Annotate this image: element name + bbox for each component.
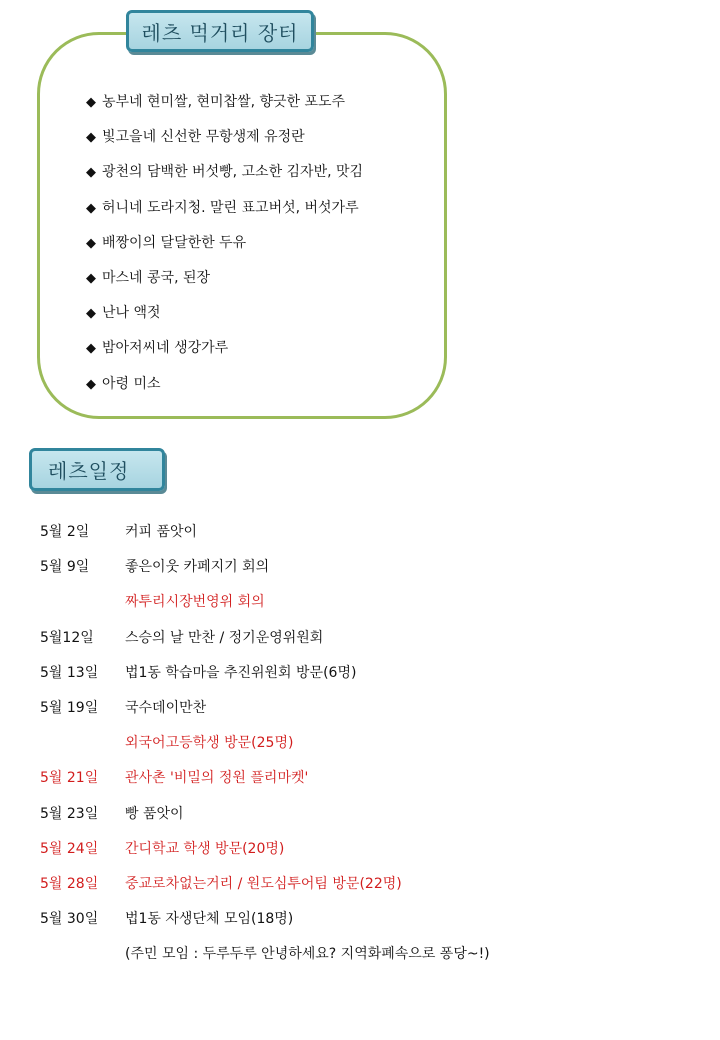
schedule-date: 5월 28일 <box>40 875 99 892</box>
vendor-text: 아령 미소 <box>102 375 161 392</box>
schedule-row <box>40 873 700 908</box>
schedule-event: 외국어고등학생 방문(25명) <box>125 735 294 752</box>
schedule-row <box>40 732 700 767</box>
schedule-row <box>40 556 700 591</box>
schedule-row <box>40 521 700 556</box>
vendor-text: 밤아저씨네 생강가루 <box>102 340 229 357</box>
schedule-title: 레츠일정 <box>29 448 165 491</box>
schedule-row <box>40 803 700 838</box>
schedule-row <box>40 838 700 873</box>
vendor-text: 허니네 도라지청. 말린 표고버섯, 버섯가루 <box>102 199 359 216</box>
market-title: 레츠 먹거리 장터 <box>126 10 314 52</box>
diamond-bullet-icon: ◆ <box>86 341 96 357</box>
schedule-event: 간디학교 학생 방문(20명) <box>125 840 285 857</box>
vendor-text: 난나 액젓 <box>102 305 161 322</box>
schedule-row <box>40 767 700 802</box>
schedule-date: 5월 19일 <box>40 699 99 716</box>
schedule-row <box>40 697 700 732</box>
vendor-list <box>86 93 363 410</box>
list-item <box>86 234 363 269</box>
diamond-bullet-icon: ◆ <box>86 130 96 146</box>
diamond-bullet-icon: ◆ <box>86 235 96 251</box>
vendor-text: 빛고을네 신선한 무항생제 유정란 <box>102 129 305 146</box>
schedule-date: 5월 2일 <box>40 524 90 540</box>
schedule-event: 법1동 자생단체 모임(18명) <box>125 911 294 928</box>
diamond-bullet-icon: ◆ <box>86 200 96 216</box>
list-item <box>86 93 363 128</box>
schedule-event: 중교로차없는거리 / 원도심투어팀 방문(22명) <box>125 875 402 892</box>
schedule-event: 짜투리시장번영위 회의 <box>125 594 265 611</box>
schedule-date: 5월 13일 <box>40 664 99 681</box>
schedule-date: 5월 30일 <box>40 911 99 928</box>
diamond-bullet-icon: ◆ <box>86 306 96 322</box>
list-item <box>86 128 363 163</box>
list-item <box>86 199 363 234</box>
schedule-event: (주민 모임 : 두루두루 안녕하세요? 지역화폐속으로 퐁당~!) <box>125 946 490 963</box>
schedule-date: 5월 21일 <box>40 770 99 787</box>
vendor-text: 배짱이의 달달한한 두유 <box>102 234 247 251</box>
schedule-row <box>40 908 700 943</box>
list-item <box>86 163 363 198</box>
schedule-event: 법1동 학습마을 추진위원회 방문(6명) <box>125 664 357 681</box>
diamond-bullet-icon: ◆ <box>86 376 96 392</box>
schedule-date: 5월 9일 <box>40 559 90 576</box>
schedule-event: 스승의 날 만찬 / 정기운영위원회 <box>125 629 324 646</box>
list-item <box>86 375 363 410</box>
schedule-event: 커피 품앗이 <box>125 524 198 540</box>
schedule-row <box>40 627 700 662</box>
diamond-bullet-icon: ◆ <box>86 165 96 181</box>
diamond-bullet-icon: ◆ <box>86 95 96 110</box>
vendor-text: 농부네 현미쌀, 현미찹쌀, 향긋한 포도주 <box>102 94 346 110</box>
list-item <box>86 304 363 339</box>
vendor-text: 광천의 담백한 버섯빵, 고소한 김자반, 맛김 <box>102 164 364 181</box>
vendor-text: 마스네 콩국, 된장 <box>102 269 211 286</box>
schedule-date: 5월12일 <box>40 629 94 646</box>
schedule-event: 관사촌 '비밀의 정원 플리마켓' <box>125 770 309 787</box>
schedule-date: 5월 23일 <box>40 805 99 822</box>
schedule-row <box>40 662 700 697</box>
schedule-row <box>40 943 700 978</box>
schedule-event: 국수데이만찬 <box>125 699 207 716</box>
schedule-list <box>40 521 700 978</box>
schedule-event: 빵 품앗이 <box>125 805 184 822</box>
schedule-row <box>40 591 700 626</box>
list-item <box>86 269 363 304</box>
diamond-bullet-icon: ◆ <box>86 270 96 286</box>
list-item <box>86 339 363 374</box>
schedule-event: 좋은이웃 카페지기 회의 <box>125 559 270 576</box>
schedule-date: 5월 24일 <box>40 840 99 857</box>
